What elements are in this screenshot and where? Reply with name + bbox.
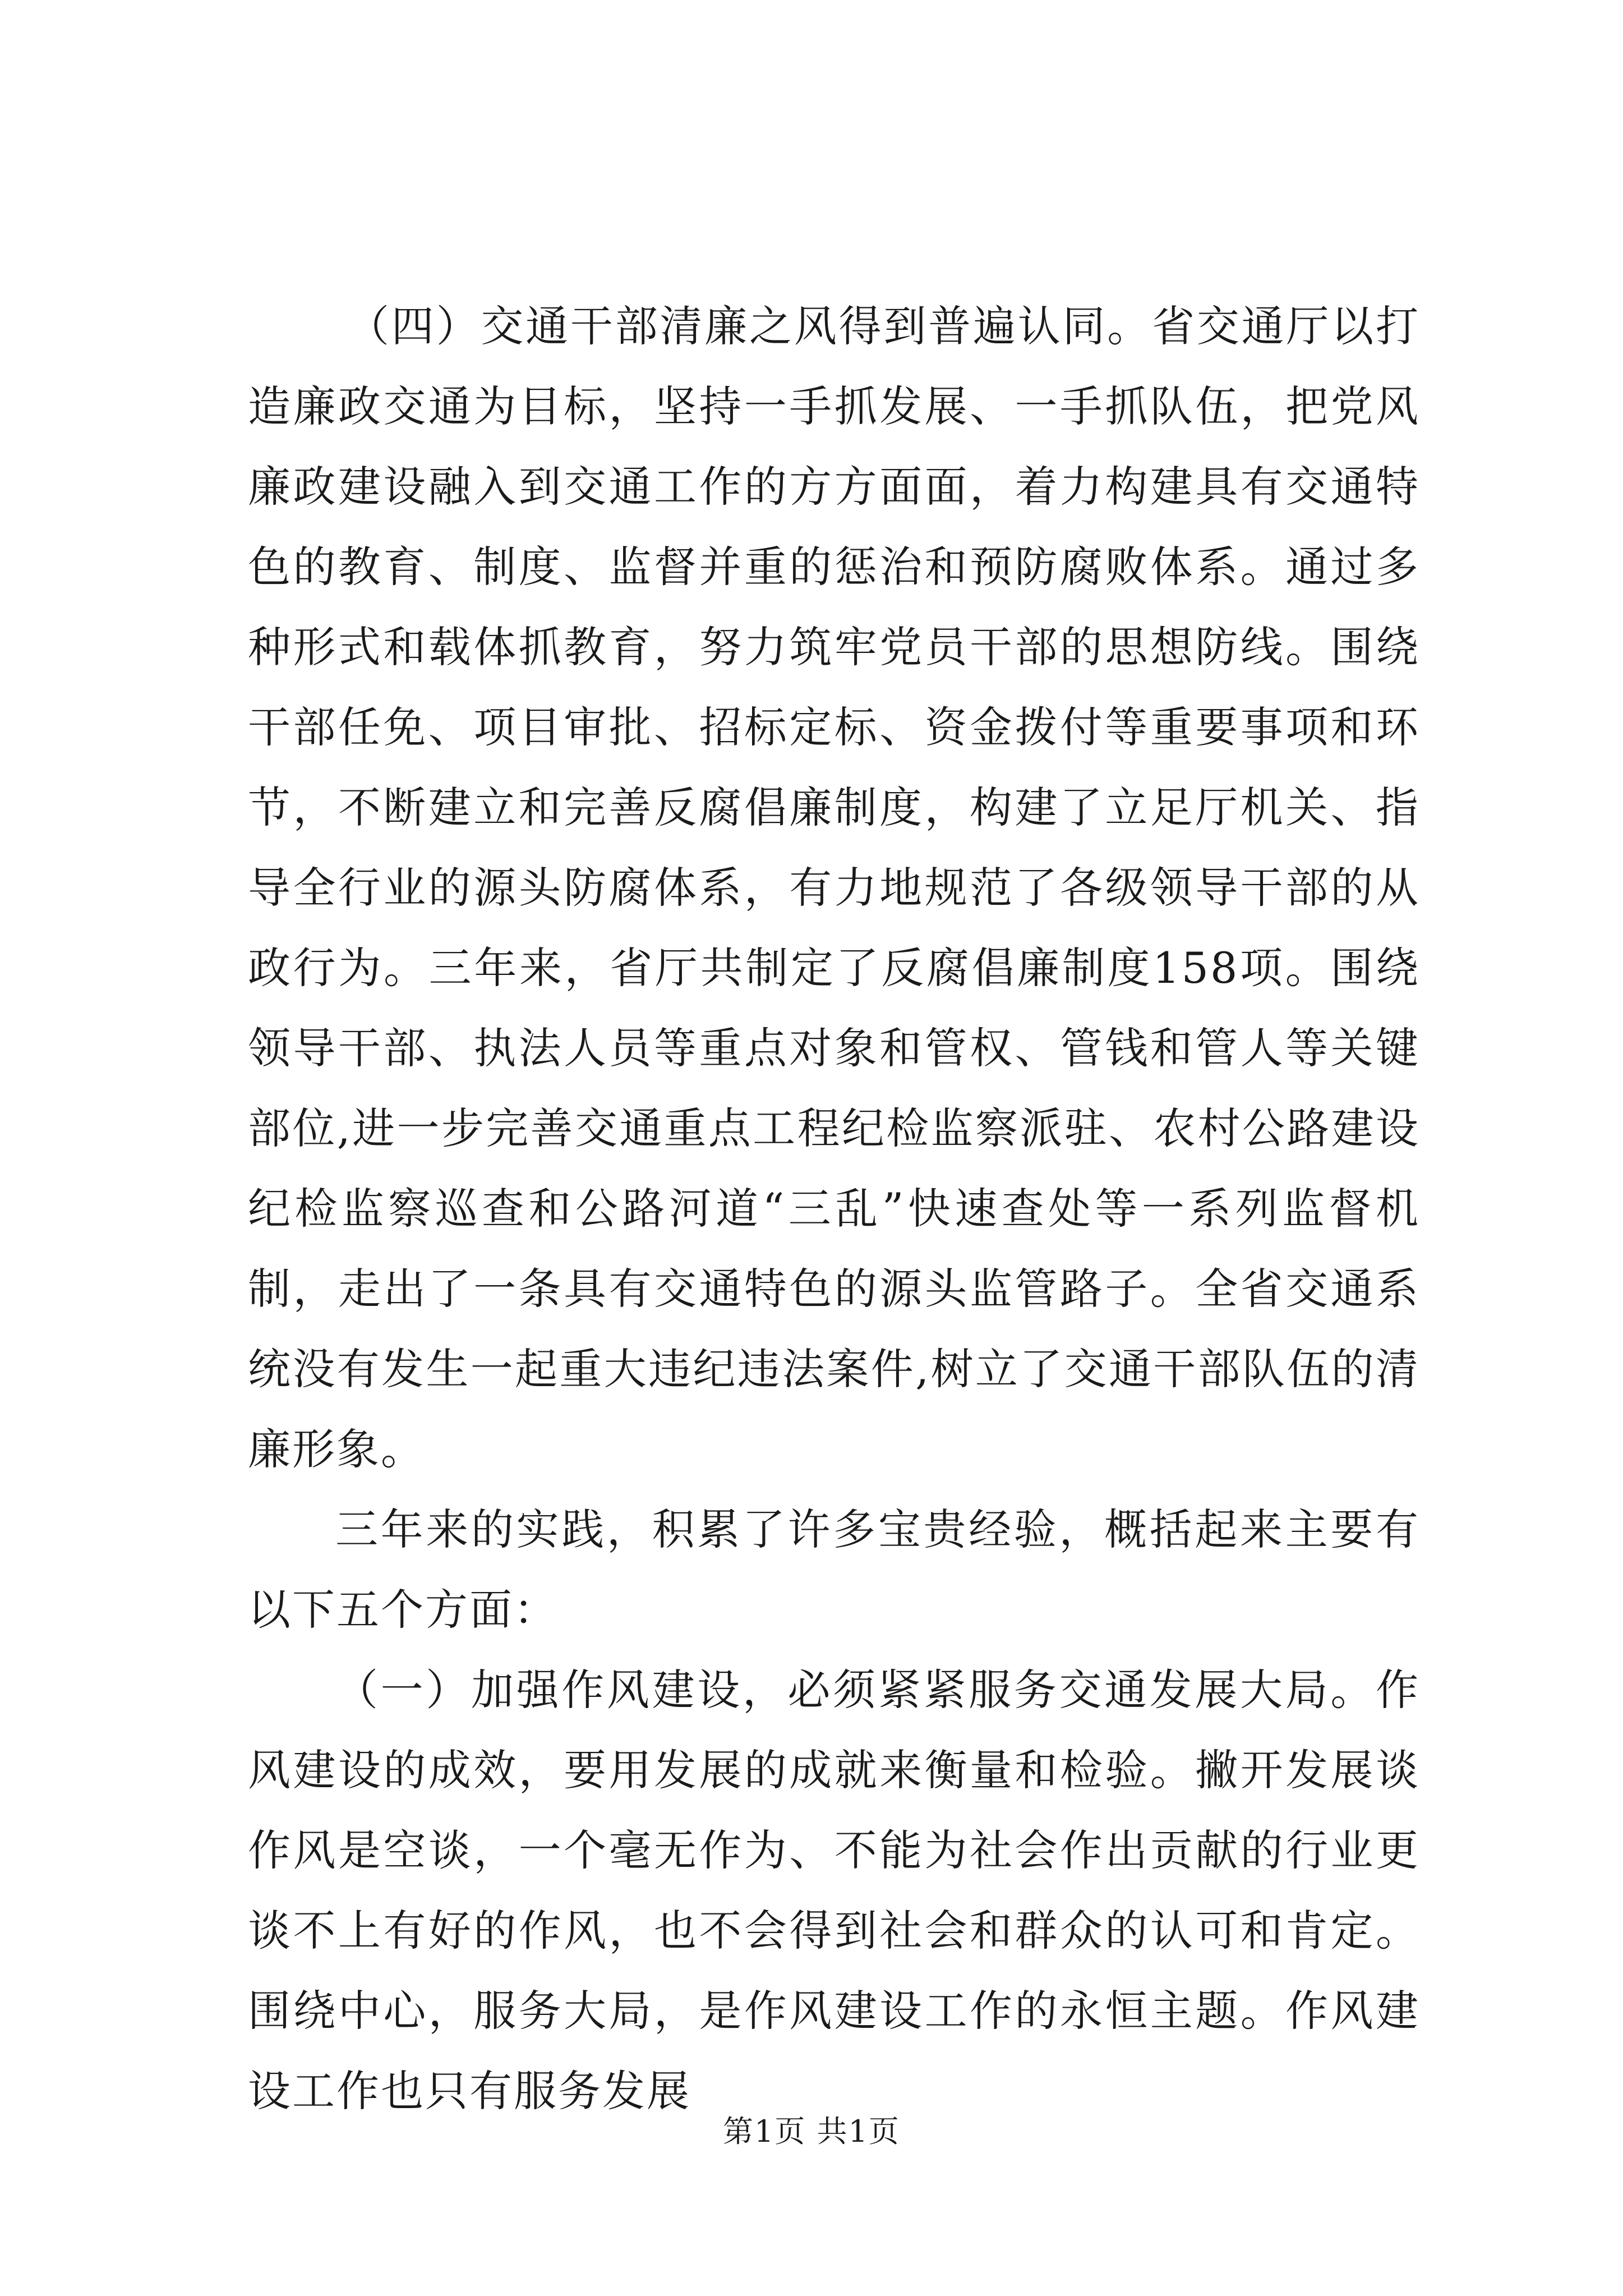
paragraph-clean-governance: （四）交通干部清廉之风得到普遍认同。省交通厅以打造廉政交通为目标，坚持一手抓发展、一手抓队伍，把党风廉政建设融入到交通工作的方方面面，着力构建具有交通特色的教育、制度、监督并重的惩治和预防腐败体系。通过多种形式和载体抓教育，努力筑牢党员干部的思想防线。围绕干部任免、项目审批、招标定标、资金拨付等重要事项和环节，不断建立和完善反腐倡廉制度，构建了立足厅机关、指导全行业的源头防腐体系，有力地规范了各级领导干部的从政行为。三年来，省厅共制定了反腐倡廉制度158项。围绕领导干部、执法人员等重点对象和管权、管钱和管人等关键部位,进一步完善交通重点工程纪检监察派驻、农村公路建设纪检监察巡查和公路河道“三乱”快速查处等一系列监督机制，走出了一条具有交通特色的源头监管路子。全省交通系统没有发生一起重大违纪违法案件,树立了交通干部队伍的清廉形象。 — [248, 301, 1420, 1474]
document-body — [248, 286, 1420, 2131]
page-number-footer: 第1页 共1页 — [723, 2114, 900, 2149]
paragraph-work-style-development: （一）加强作风建设，必须紧紧服务交通发展大局。作风建设的成效，要用发展的成就来衡量和检验。撇开发展谈作风是空谈，一个毫无作为、不能为社会作出贡献的行业更谈不上有好的作风，也不会得到社会和群众的认可和肯定。围绕中心，服务大局，是作风建设工作的永恒主题。作风建设工作也只有服务发展 — [248, 1665, 1420, 2116]
paragraph-experience-summary: 三年来的实践，积累了许多宝贵经验，概括起来主要有以下五个方面： — [248, 1504, 1420, 1635]
